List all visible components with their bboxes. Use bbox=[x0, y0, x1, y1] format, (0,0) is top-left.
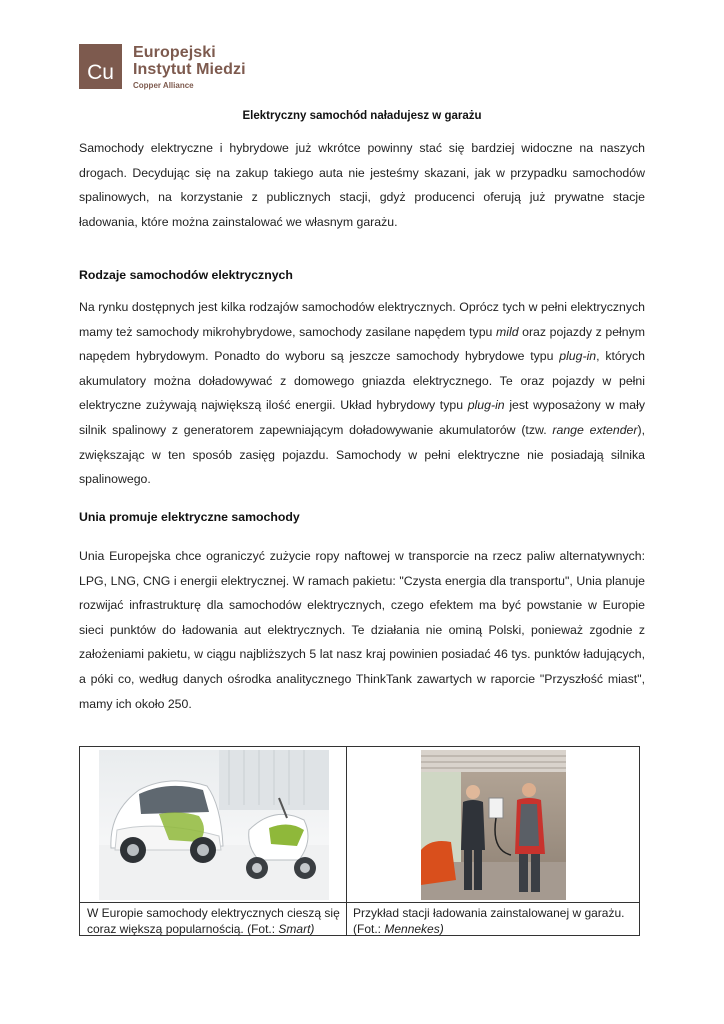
table-divider-horizontal bbox=[80, 902, 639, 903]
logo-line2: Instytut Miedzi bbox=[133, 61, 246, 78]
document-title: Elektryczny samochód naładujesz w garażu bbox=[242, 110, 482, 122]
smart-car-photo bbox=[99, 750, 329, 900]
section-heading-types: Rodzaje samochodów elektrycznych bbox=[79, 268, 293, 282]
logo-symbol: Cu bbox=[79, 44, 122, 89]
garage-charging-photo bbox=[421, 750, 566, 900]
logo-text bbox=[133, 44, 246, 92]
table-divider-vertical bbox=[346, 747, 347, 935]
logo-line3: Copper Alliance bbox=[133, 81, 194, 90]
caption-mennekes: Przykład stacji ładowania zainstalowanej w garażu.(Fot.: Mennekes) bbox=[353, 906, 625, 936]
intro-paragraph: Samochody elektryczne i hybrydowe już wkrótce powinny stać się bardziej widoczne na naszych drogach. Decydując się na zakup takiego auta nie jesteśmy skazani, jak w przypadku samochodów spalinowych, na korzystanie z publicznych stacji, gdyż producenci oferują już prywatne stacje ładowania, które można zainstalować we własnym garażu. bbox=[79, 141, 645, 229]
eu-paragraph: Unia Europejska chce ograniczyć zużycie ropy naftowej w transporcie na rzecz paliw alternatywnych: LPG, LNG, CNG i energii elektrycznej. W ramach pakietu: "Czysta energia dla transportu", Unia planuje rozwijać infrastrukturę dla samochodów elektrycznych, czego efektem ma być powstanie w Europie sieci punktów do ładowania aut elektrycznych. Te działania nie ominą Polski, ponieważ zgodnie z założeniami pakietu, w ciągu najbliższych 5 lat nasz kraj powinien posiadać 46 tys. punktów ładujących, a póki co, według danych ośrodka analitycznego ThinkTank zawartych w raporcie "Przyszłość miast", mamy ich około 250. bbox=[79, 549, 645, 711]
section-heading-eu: Unia promuje elektryczne samochody bbox=[79, 510, 300, 524]
photo-table bbox=[79, 746, 640, 936]
logo-line1: Europejski bbox=[133, 44, 216, 61]
types-paragraph: Na rynku dostępnych jest kilka rodzajów samochodów elektrycznych. Oprócz tych w pełni elektrycznych mamy też samochody mikrohybrydowe, samochody zasilane napędem typu mild oraz pojazdy z pełnym napędem hybrydowym. Ponadto do wyboru są jeszcze samochody hybrydowe typu plug-in, których akumulatory można doładowywać z domowego gniazda elektrycznego. Te oraz pojazdy w pełni elektryczne zużywają największą ilość energii. Układ hybrydowy typu plug-in jest wyposażony w mały silnik spalinowy z generatorem zapewniającym doładowywanie akumulatorów (tzw. range extender), zwiększając w ten sposób zasięg pojazdu. Samochody w pełni elektryczne nie posiadają silnika spalinowego. bbox=[79, 300, 646, 487]
logo bbox=[79, 44, 246, 92]
caption-smart: W Europie samochody elektrycznych cieszą się coraz większą popularnością. (Fot.: Smart) bbox=[87, 906, 340, 936]
